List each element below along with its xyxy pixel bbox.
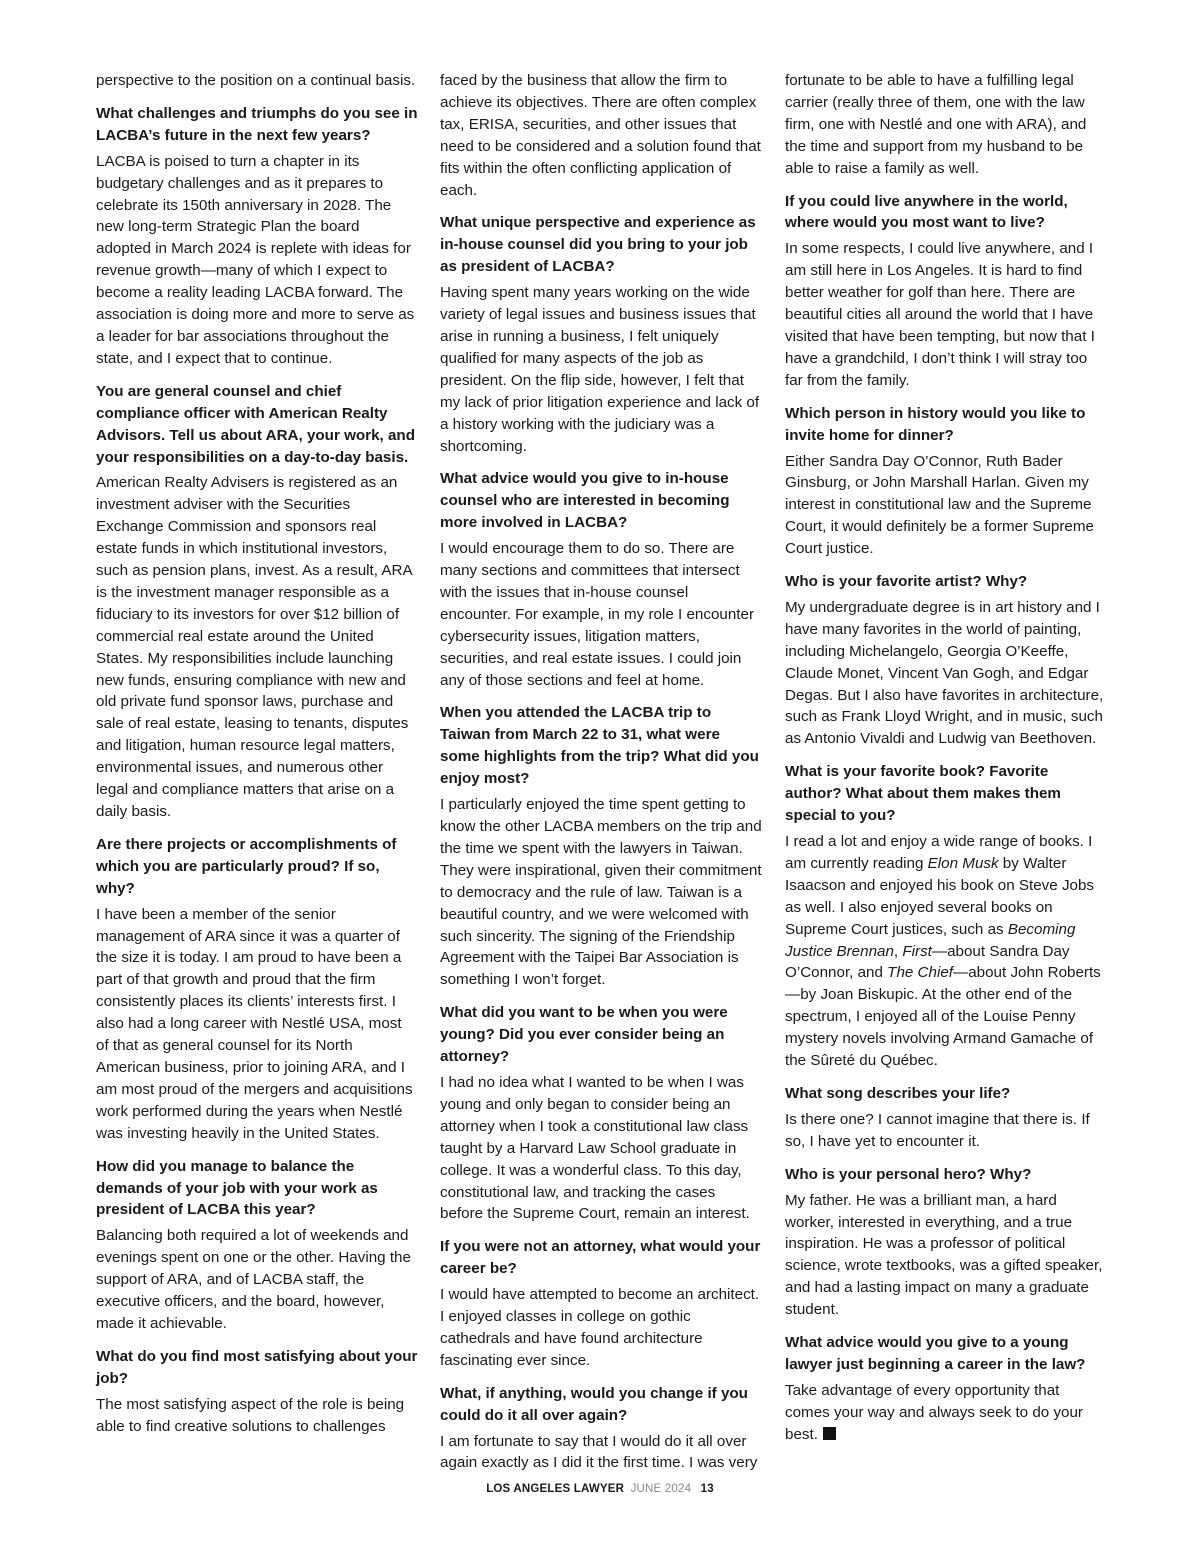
question: What advice would you give to in-house counsel who are interested in becoming more involved in LACBA? — [440, 470, 730, 532]
book-title: First — [902, 942, 932, 960]
answer-text: Take advantage of every opportunity that comes your way and always seek to do your best. — [785, 1381, 1083, 1443]
question: You are general counsel and chief compliance officer with American Realty Advisors. Tell us about ARA, your work, and your responsibilities on a day-to-day basis. — [96, 382, 415, 466]
answer: In some respects, I could live anywhere, and I am still here in Los Angeles. It is hard to find better weather for golf than here. There are beautiful cities all around the world that I have visited that have been tempting, but now that I have a grandchild, I don’t think I will stray too far from the family. — [785, 240, 1095, 389]
page-number: 13 — [700, 1483, 714, 1495]
column-3 — [785, 70, 1107, 1446]
answer: My undergraduate degree is in art history and I have many favorites in the world of painting, including Michelangelo, Georgia O’Keeffe, Claude Monet, Vincent Van Gogh, and Edgar Degas. But I also have favorites in architecture, such as Frank Lloyd Wright, and in music, such as Antonio Vivaldi and Ludwig van Beethoven. — [785, 598, 1104, 748]
continuation-text: fortunate to be able to have a fulfilling legal carrier (really three of them, one with the law firm, one with Nestlé and one with ARA), and the time and support from my husband to be able to raise a family as well. — [785, 72, 1087, 177]
end-mark-icon — [823, 1427, 836, 1440]
answer-text: —about John Roberts—by Joan Biskupic. At the other end of the spectrum, I enjoyed all of the Louise Penny mystery novels involving Armand Gamache of the Sûreté du Québec. — [785, 964, 1101, 1070]
question: What song describes your life? — [785, 1084, 1011, 1102]
final-answer — [785, 1380, 1107, 1446]
answer: I am fortunate to say that I would do it all over again exactly as I did it the first time. I was very — [440, 1432, 758, 1472]
page-footer — [0, 1483, 1200, 1495]
question: Who is your favorite artist? Why? — [785, 573, 1028, 591]
question: What did you want to be when you were young? Did you ever consider being an attorney? — [440, 1004, 728, 1066]
answer: I had no idea what I wanted to be when I was young and only began to consider being an attorney when I took a constitutional law class taught by a Harvard Law School graduate in college. It was a wonderful class. To this day, constitutional law, and tracking the cases before the Supreme Court, remain an interest. — [440, 1073, 750, 1223]
answer: The most satisfying aspect of the role is being able to find creative solutions to challenges — [96, 1395, 405, 1435]
question: What unique perspective and experience as in-house counsel did you bring to your job as president of LACBA? — [440, 214, 756, 276]
question: Who is your personal hero? Why? — [785, 1165, 1032, 1183]
question: Which person in history would you like to invite home for dinner? — [785, 404, 1086, 444]
answer: I particularly enjoyed the time spent getting to know the other LACBA members on the trip and the time we spent with the lawyers in Taiwan. They were inspirational, given their commitment to democracy and the rule of law. Taiwan is a beautiful country, and we were welcomed with such sincerity. The signing of the Friendship Agreement with the Taipei Bar Association is something I won’t forget. — [440, 796, 762, 989]
answer: Is there one? I cannot imagine that there is. If so, I have yet to encounter it. — [785, 1110, 1090, 1150]
answer-text: I read a lot and enjoy a wide range of books. I am currently reading — [785, 833, 1093, 872]
answer: Balancing both required a lot of weekends and evenings spent on one or the other. Having the support of ARA, and of LACBA staff, the executive officers, and the board, however, made it achievable. — [96, 1227, 411, 1332]
continuation-text: perspective to the position on a continual basis. — [96, 72, 416, 89]
answer: LACBA is poised to turn a chapter in its budgetary challenges and as it prepares to celebrate its 150th anniversary in 2028. The new long-term Strategic Plan the board adopted in March 2024 is replete with ideas for revenue growth—many of which I expect to become a reality leading LACBA forward. The association is doing more and more to serve as a leader for bar associations throughout the state, and I expect that to continue. — [96, 152, 415, 367]
publication-name: LOS ANGELES LAWYER — [486, 1483, 625, 1495]
book-title: The Chief — [887, 964, 954, 982]
question: Are there projects or accomplishments of which you are particularly proud? If so, why? — [96, 835, 397, 897]
answer: My father. He was a brilliant man, a hard worker, interested in everything, and a true inspiration. He was a professor of political science, wrote textbooks, was a gifted speaker, and had a lasting impact on many a graduate student. — [785, 1191, 1103, 1319]
question: What is your favorite book? Favorite author? What about them makes them special to you? — [785, 763, 1061, 825]
answer-text: , — [893, 942, 903, 960]
question: What challenges and triumphs do you see in LACBA’s future in the next few years? — [96, 104, 418, 144]
answer: I have been a member of the senior management of ARA since it was a quarter of the size it is today. I am proud to have been a part of that growth and proud that the firm consistently places its clients’ interests first. I also had a long career with Nestlé USA, most of that as general counsel for its North American business, prior to joining ARA, and I am most proud of the mergers and acquisitions work performed during the years when Nestlé was investing heavily in the United States. — [96, 905, 413, 1142]
question: When you attended the LACBA trip to Taiwan from March 22 to 31, what were some highlights from the trip? What did you enjoy most? — [440, 704, 759, 788]
question: What do you find most satisfying about your job? — [96, 1347, 418, 1387]
answer: I would encourage them to do so. There are many sections and committees that intersect with the issues that in-house counsel encounter. For example, in my role I encounter cybersecurity issues, litigation matters, securities, and real estate issues. I could join any of those sections and feel at home. — [440, 540, 755, 689]
answer: I would have attempted to become an architect. I enjoyed classes in college on gothic cathedrals and have found architecture fascinating ever since. — [440, 1286, 760, 1369]
question: What advice would you give to a young lawyer just beginning a career in the law? — [785, 1334, 1086, 1373]
answer: Having spent many years working on the wide variety of legal issues and business issues that arise in running a business, I felt uniquely qualified for many aspects of the job as president. On the flip side, however, I felt that my lack of prior litigation experience and lack of a history working with the judiciary was a shortcoming. — [440, 284, 760, 455]
answer: American Realty Advisers is registered as an investment adviser with the Securities Exchange Commission and sponsors real estate funds in which institutional investors, such as pension plans, invest. As a result, ARA is the investment manager responsible as a fiduciary to its investors for over $12 billion of commercial real estate around the United States. My responsibilities include launching new funds, ensuring compliance with new and old private fund sponsor laws, purchase and sale of real estate, leasing to tenants, disputes and litigation, human resource legal matters, environmental issues, and numerous other legal and compliance matters that arise on a daily basis. — [96, 474, 412, 820]
book-title: Becoming Justice Brennan — [785, 920, 1076, 960]
question: What, if anything, would you change if you could do it all over again? — [440, 1384, 748, 1424]
issue-date: JUNE 2024 — [630, 1483, 692, 1495]
question: If you were not an attorney, what would your career be? — [440, 1238, 761, 1278]
answer-text: —about Sandra Day O’Connor, and — [785, 942, 1070, 982]
book-title: Elon Musk — [927, 854, 999, 872]
question: How did you manage to balance the demands of your job with your work as president of LACBA this year? — [96, 1157, 378, 1219]
question: If you could live anywhere in the world, where would you most want to live? — [785, 192, 1068, 232]
answer-text: by Walter Isaacson and enjoyed his book on Steve Jobs as well. I also enjoyed several books on Supreme Court justices, such as — [785, 854, 1095, 938]
answer-with-titles — [785, 831, 1107, 1072]
answer: Either Sandra Day O’Connor, Ruth Bader Ginsburg, or John Marshall Harlan. Given my interest in constitutional law and the Supreme Court, it would definitely be a former Supreme Court justice. — [785, 452, 1094, 558]
continuation-text: faced by the business that allow the firm to achieve its objectives. There are often complex tax, ERISA, securities, and other issues that need to be considered and a solution found that fits within the often conflicting application of each. — [440, 72, 761, 199]
column-1 — [96, 70, 418, 1437]
column-2 — [440, 70, 762, 1474]
